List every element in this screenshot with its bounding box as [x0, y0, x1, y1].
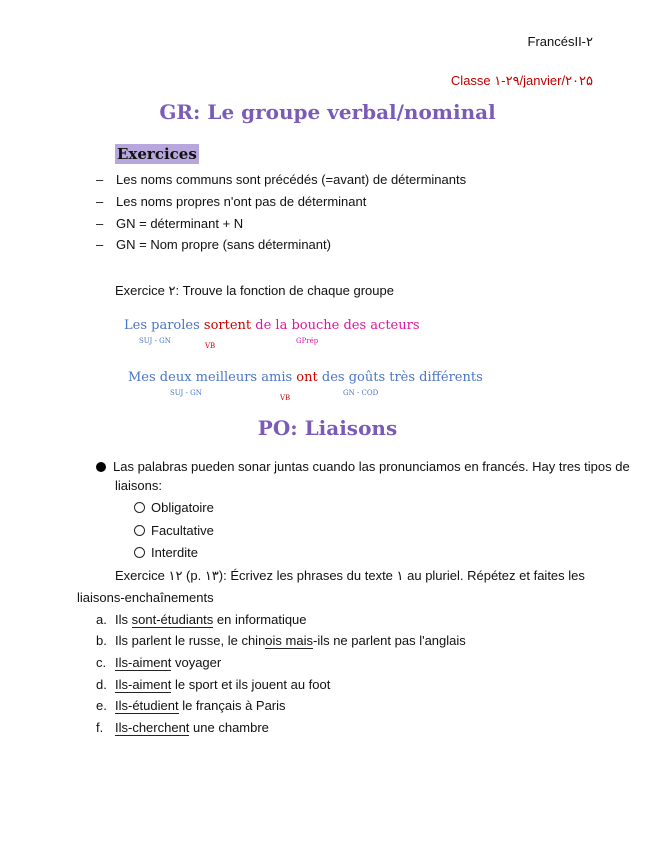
bullet-dot-icon [96, 462, 106, 472]
course-header: FrancésII-۲ [527, 34, 593, 49]
list-item: b. Ils parlent le russe, le chinois mais-ils ne parlent pas l'anglais [96, 633, 466, 648]
exercise12-cont: liaisons-enchaînements [77, 590, 214, 605]
exercices-label: Exercices [117, 145, 197, 163]
liaison-type: Obligatoire [134, 500, 214, 515]
circle-bullet-icon [134, 502, 145, 513]
s1-verb: sortent [203, 318, 252, 333]
liaison-type: Facultative [134, 523, 214, 538]
list-item: c. Ils-aiment voyager [96, 655, 222, 670]
exercise2-instruction: Exercice ۲: Trouve la fonction de chaque groupe [115, 283, 394, 298]
rule-item: – Les noms communs sont précédés (=avant) de déterminants [96, 172, 467, 187]
s2-subject: Mes deux meilleurs amis [128, 370, 293, 385]
s1-label-subject: SUJ - GN [139, 337, 171, 345]
circle-bullet-icon [134, 547, 145, 558]
liaison-type: Interdite [134, 545, 198, 560]
rule-item: – Les noms propres n'ont pas de déterminant [96, 194, 367, 209]
s1-label-complement: GPrép [296, 337, 319, 345]
list-item: e. Ils-étudient le français à Paris [96, 698, 286, 713]
liaisons-bullet: Las palabras pueden sonar juntas cuando las pronunciamos en francés. Hay tres tipos de [96, 456, 630, 478]
circle-bullet-icon [134, 525, 145, 536]
s2-label-complement: GN - COD [343, 389, 379, 397]
rule-item: – GN = déterminant + N [96, 216, 244, 231]
rule-item: – GN = Nom propre (sans déterminant) [96, 237, 331, 252]
s1-complement: de la bouche des acteurs [255, 318, 420, 333]
sentence-2 [128, 370, 483, 385]
s1-label-verb: VB [205, 342, 216, 350]
list-item: f. Ils-cherchent une chambre [96, 720, 269, 735]
s2-label-verb: VB [280, 394, 291, 402]
s2-verb: ont [296, 370, 318, 385]
list-item: d. Ils-aiment le sport et ils jouent au foot [96, 677, 331, 692]
gr-title: GR: Le groupe verbal/nominal [159, 100, 496, 124]
po-title: PO: Liaisons [257, 416, 398, 440]
s2-complement: des goûts très différents [321, 370, 483, 385]
s2-label-subject: SUJ - GN [170, 389, 202, 397]
date-line: Classe ۱-۲۹/janvier/۲۰۲۵ [450, 73, 593, 88]
liaisons-label: liaisons: [115, 478, 162, 493]
sentence-1 [124, 318, 420, 333]
list-item: a. Ils sont-étudiants en informatique [96, 612, 307, 627]
s1-subject: Les paroles [124, 318, 200, 333]
exercise12-instruction: Exercice ۱۲ (p. ۱۳): Écrivez les phrases du texte ۱ au pluriel. Répétez et faites les [115, 568, 585, 583]
